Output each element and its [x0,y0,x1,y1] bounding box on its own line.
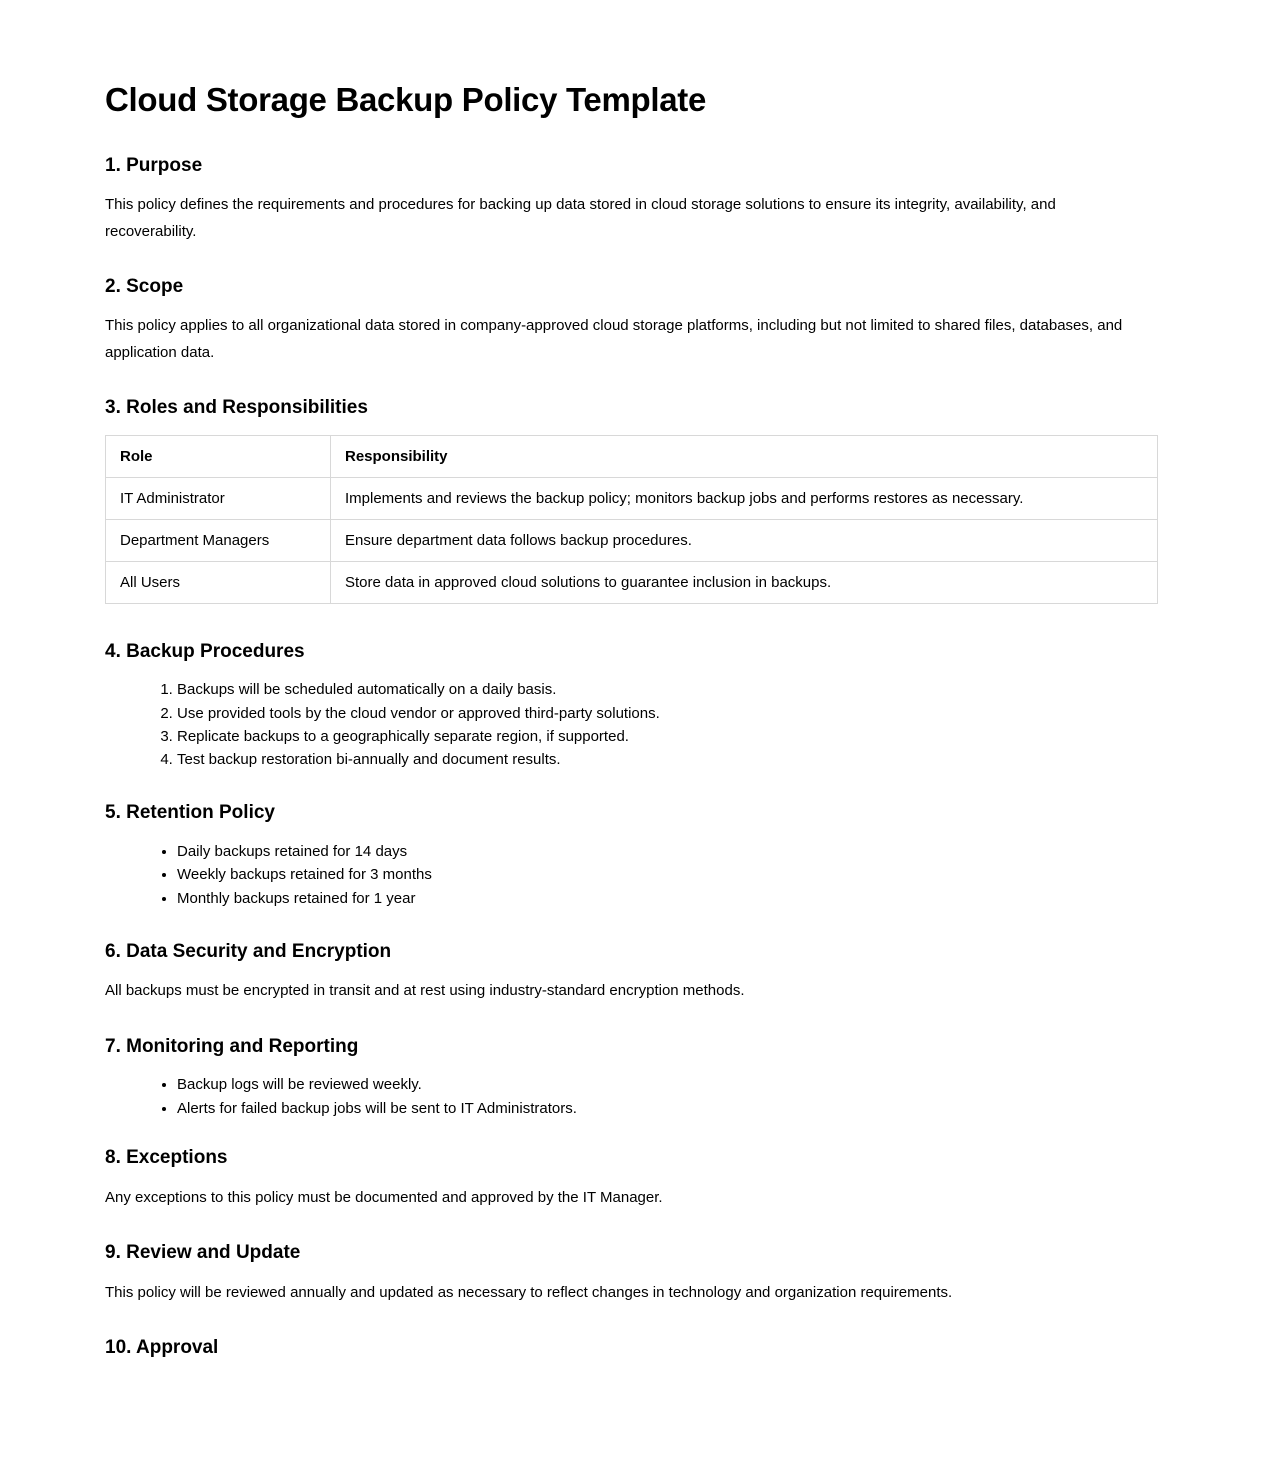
section-backup-procedures [105,640,1158,772]
retention-policy-list [105,840,1158,910]
table-cell-role: All Users [106,561,331,603]
table-cell-role: IT Administrator [106,477,331,519]
list-item: • Alerts for failed backup jobs will be sent to IT Administrators. [177,1097,1158,1120]
section-body-data-security: All backups must be encrypted in transit and at rest using industry-standard encryption methods. [105,982,745,1000]
table-header-row [106,435,1158,477]
table-header-role: Role [106,435,331,477]
section-heading-roles: 3. Roles and Responsibilities [105,396,368,418]
list-item: • Monthly backups retained for 1 year [177,887,1158,910]
section-heading-review-update: 9. Review and Update [105,1241,301,1263]
list-item: 1. Backups will be scheduled automatically on a daily basis. [177,678,1158,701]
table-row [106,519,1158,561]
section-roles-and-responsibilities [105,396,1158,604]
section-heading-scope: 2. Scope [105,275,184,297]
section-monitoring-and-reporting [105,1035,1158,1120]
section-body-review-update: This policy will be reviewed annually and updated as necessary to reflect changes in technology and organization requirements. [105,1283,953,1301]
section-approval [105,1336,1158,1361]
list-item: 4. Test backup restoration bi-annually and document results. [177,748,1158,771]
table-cell-responsibility: Ensure department data follows backup procedures. [331,519,1158,561]
roles-responsibilities-table [105,435,1158,604]
backup-procedures-list [105,678,1158,771]
section-heading-exceptions: 8. Exceptions [105,1146,228,1168]
section-heading-data-security: 6. Data Security and Encryption [105,940,392,962]
table-header-responsibility: Responsibility [331,435,1158,477]
table-cell-role: Department Managers [106,519,331,561]
list-item: 3. Replicate backups to a geographically separate region, if supported. [177,725,1158,748]
list-item: • Weekly backups retained for 3 months [177,863,1158,886]
monitoring-list [105,1073,1158,1120]
table-cell-responsibility: Store data in approved cloud solutions to guarantee inclusion in backups. [331,561,1158,603]
list-item: • Daily backups retained for 14 days [177,840,1158,863]
section-scope [105,275,1158,366]
section-heading-approval: 10. Approval [105,1336,219,1358]
table-row [106,561,1158,603]
table-cell-responsibility: Implements and reviews the backup policy; monitors backup jobs and performs restores as necessary. [331,477,1158,519]
table-row [106,477,1158,519]
section-heading-retention-policy: 5. Retention Policy [105,802,275,824]
section-heading-backup-procedures: 4. Backup Procedures [105,640,305,662]
section-heading-monitoring: 7. Monitoring and Reporting [105,1035,359,1057]
list-item: • Backup logs will be reviewed weekly. [177,1073,1158,1096]
section-purpose [105,154,1158,245]
section-review-and-update [105,1241,1158,1306]
list-item: 2. Use provided tools by the cloud vendor or approved third-party solutions. [177,702,1158,725]
section-body-purpose: This policy defines the requirements and procedures for backing up data stored in cloud storage solutions to ensure its integrity, availability, and recoverability. [105,196,1056,240]
page-title: Cloud Storage Backup Policy Template [105,81,707,118]
section-body-scope: This policy applies to all organizational data stored in company-approved cloud storage platforms, including but not limited to shared files, databases, and application data. [105,317,1123,361]
section-exceptions [105,1146,1158,1211]
section-data-security-and-encryption [105,940,1158,1005]
section-retention-policy [105,801,1158,909]
section-heading-purpose: 1. Purpose [105,154,203,176]
section-body-exceptions: Any exceptions to this policy must be documented and approved by the IT Manager. [105,1188,663,1206]
